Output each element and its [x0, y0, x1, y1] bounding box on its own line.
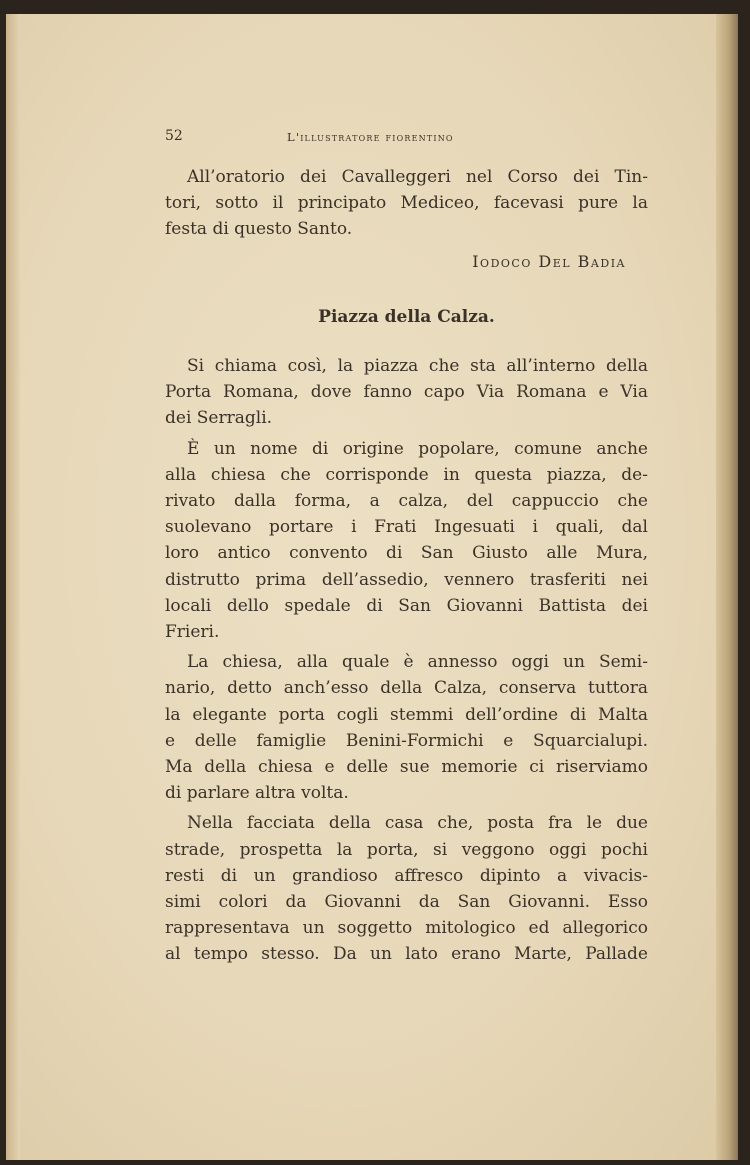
- text-line: Porta Romana, dove fanno capo Via Romana e Via: [165, 382, 648, 403]
- page-left-edge: [6, 14, 20, 1160]
- page-number: 52: [165, 128, 183, 144]
- text-line: tori, sotto il principato Mediceo, facevasi pure la: [165, 193, 648, 214]
- page-gutter: [716, 14, 738, 1160]
- text-line: distrutto prima dell’assedio, vennero trasferiti nei: [165, 569, 648, 590]
- text-line: rappresentava un soggetto mitologico ed allegorico: [165, 918, 648, 939]
- text-line: locali dello spedale di San Giovanni Battista dei: [165, 595, 648, 616]
- running-header: [165, 128, 648, 148]
- text-line: Nella facciata della casa che, posta fra le due: [187, 813, 648, 834]
- text-line: dei Serragli.: [165, 408, 273, 429]
- text-line: È un nome di origine popolare, comune anche: [187, 438, 648, 459]
- text-line: suolevano portare i Frati Ingesuati i quali, dal: [165, 517, 648, 538]
- text-line: festa di questo Santo.: [165, 219, 353, 240]
- text-line: al tempo stesso. Da un lato erano Marte, Pallade: [165, 944, 648, 965]
- intro-paragraph: [165, 164, 648, 243]
- paragraph: [165, 649, 648, 806]
- paragraph: [165, 353, 648, 432]
- text-line: la elegante porta cogli stemmi dell’ordine di Malta: [165, 704, 648, 725]
- running-title: L'illustratore fiorentino: [287, 130, 454, 144]
- text-line: simi colori da Giovanni da San Giovanni. Esso: [165, 892, 648, 913]
- text-line: loro antico convento di San Giusto alle Mura,: [165, 543, 648, 564]
- paragraph: [165, 810, 648, 967]
- text-line: resti di un grandioso affresco dipinto a vivacis-: [165, 865, 648, 886]
- section-heading: Piazza della Calza.: [318, 307, 495, 327]
- text-line: e delle famiglie Benini-Formichi e Squarcialupi.: [165, 730, 648, 751]
- text-line: Ma della chiesa e delle sue memorie ci riserviamo: [165, 757, 648, 778]
- paragraph: [165, 436, 648, 646]
- text-line: nario, detto anch’esso della Calza, conserva tuttora: [165, 678, 648, 699]
- text-line: All’oratorio dei Cavalleggeri nel Corso dei Tin-: [187, 167, 648, 187]
- text-line: rivato dalla forma, a calza, del cappuccio che: [165, 491, 648, 512]
- text-line: strade, prospetta la porta, si veggono oggi pochi: [165, 839, 648, 860]
- text-line: Frieri.: [165, 622, 220, 643]
- text-line: La chiesa, alla quale è annesso oggi un Semi-: [187, 652, 648, 673]
- text-line: Si chiama così, la piazza che sta all’interno della: [187, 356, 648, 376]
- body-text: [165, 353, 648, 968]
- text-line: di parlare altra volta.: [165, 783, 349, 804]
- text-line: alla chiesa che corrisponde in questa piazza, de-: [165, 464, 648, 485]
- author-signature: Iodoco Del Badia: [472, 252, 626, 271]
